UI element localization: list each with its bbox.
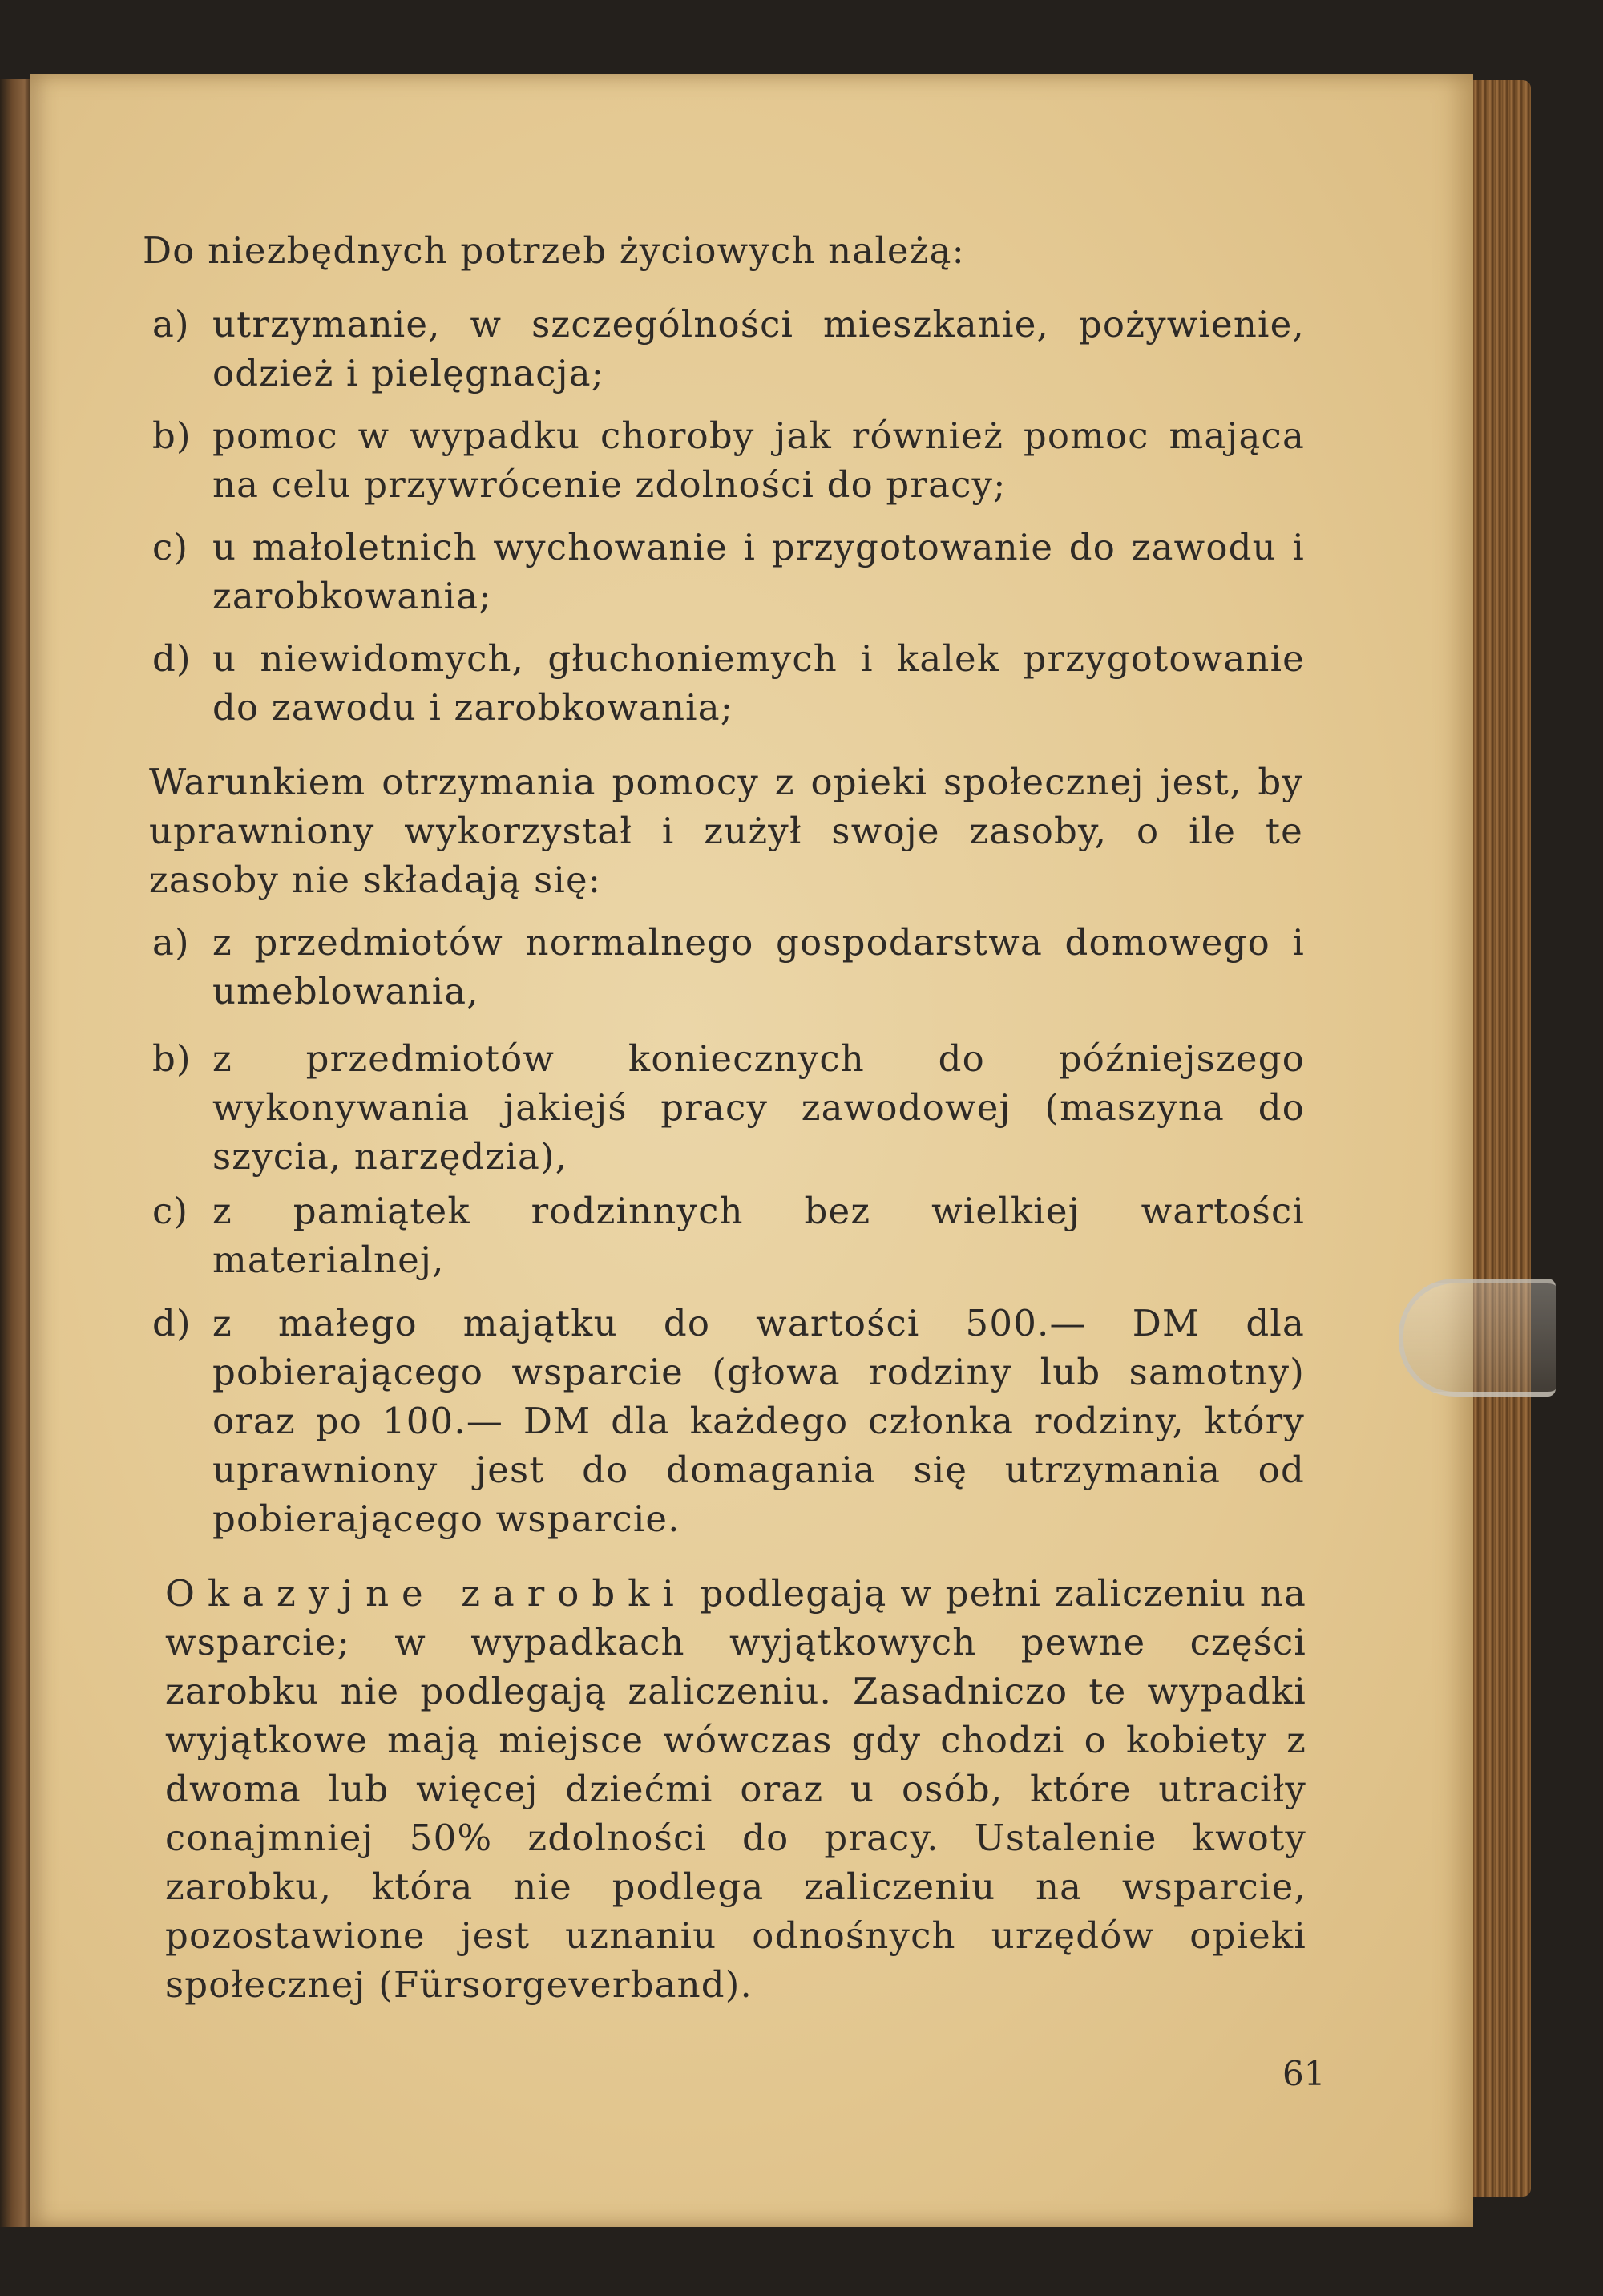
needs-label-d: d) — [152, 637, 192, 680]
exception-label-d: d) — [152, 1302, 192, 1344]
needs-label-a: a) — [152, 303, 190, 346]
needs-item-a — [152, 300, 1305, 398]
needs-text-a: utrzymanie, w szczególności mieszkanie, pożywienie, odzież i pielęgnacja; — [212, 303, 1305, 394]
exception-label-c: c) — [152, 1190, 189, 1232]
exception-text-d: z małego majątku do wartości 500.— DM dla pobierającego wsparcie (głowa rodziny lub samotny) oraz po 100.— DM dla każdego członka rodziny, który uprawniony jest do domagania się utrzymania od pobierającego wsparcie. — [212, 1302, 1305, 1540]
page-number: 61 — [1282, 2054, 1326, 2093]
exception-item-d — [152, 1299, 1305, 1543]
earnings-paragraph — [165, 1569, 1306, 2009]
exception-text-b: z przedmiotów koniecznych do późniejszego wykonywania jakiejś pracy zawodowej (maszyna do szycia, narzędzia), — [212, 1037, 1305, 1178]
exception-item-c — [152, 1186, 1305, 1284]
needs-text-d: u niewidomych, głuchoniemych i kalek przygotowanie do zawodu i zarobkowania; — [212, 637, 1305, 729]
exception-label-a: a) — [152, 921, 190, 964]
intro-paragraph: Do niezbędnych potrzeb życiowych należą: — [143, 229, 966, 272]
exception-item-b — [152, 1034, 1305, 1181]
needs-item-c — [152, 523, 1305, 620]
needs-label-b: b) — [152, 414, 192, 457]
exception-item-a — [152, 918, 1305, 1016]
exception-text-a: z przedmiotów normalnego gospodarstwa domowego i umeblowania, — [212, 921, 1305, 1013]
needs-item-d — [152, 634, 1305, 732]
left-page-edge — [0, 79, 30, 2227]
exception-label-b: b) — [152, 1037, 192, 1080]
earnings-term: Okazyjne zarobki — [165, 1572, 687, 1615]
condition-paragraph: Warunkiem otrzymania pomocy z opieki społecznej jest, by uprawniony wykorzystał i zużył swoje zasoby, o ile te zasoby nie składają się: — [149, 761, 1303, 901]
exception-text-c: z pamiątek rodzinnych bez wielkiej wartości materialnej, — [212, 1190, 1305, 1281]
paper-clip — [1399, 1279, 1556, 1397]
needs-label-c: c) — [152, 526, 189, 568]
needs-item-b — [152, 411, 1305, 509]
needs-text-b: pomoc w wypadku choroby jak również pomoc mająca na celu przywrócenie zdolności do pracy; — [212, 414, 1305, 506]
earnings-text: podlegają w pełni zaliczeniu na wsparcie; w wypadkach wyjątkowych pewne części zarobku nie podlegają zaliczeniu. Zasadniczo te wypadki wyjątkowe mają miejsce wówczas gdy chodzi o kobiety z dwoma lub więcej dziećmi oraz u osób, które utraciły conajmniej 50% zdolności do pracy. Ustalenie kwoty zarobku, która nie podlega zaliczeniu na wsparcie, pozostawione jest uznaniu odnośnych urzędów opieki społecznej (Fürsorgeverband). — [165, 1572, 1306, 2006]
page-edges-stack — [1473, 80, 1531, 2197]
needs-text-c: u małoletnich wychowanie i przygotowanie do zawodu i zarobkowania; — [212, 526, 1305, 617]
